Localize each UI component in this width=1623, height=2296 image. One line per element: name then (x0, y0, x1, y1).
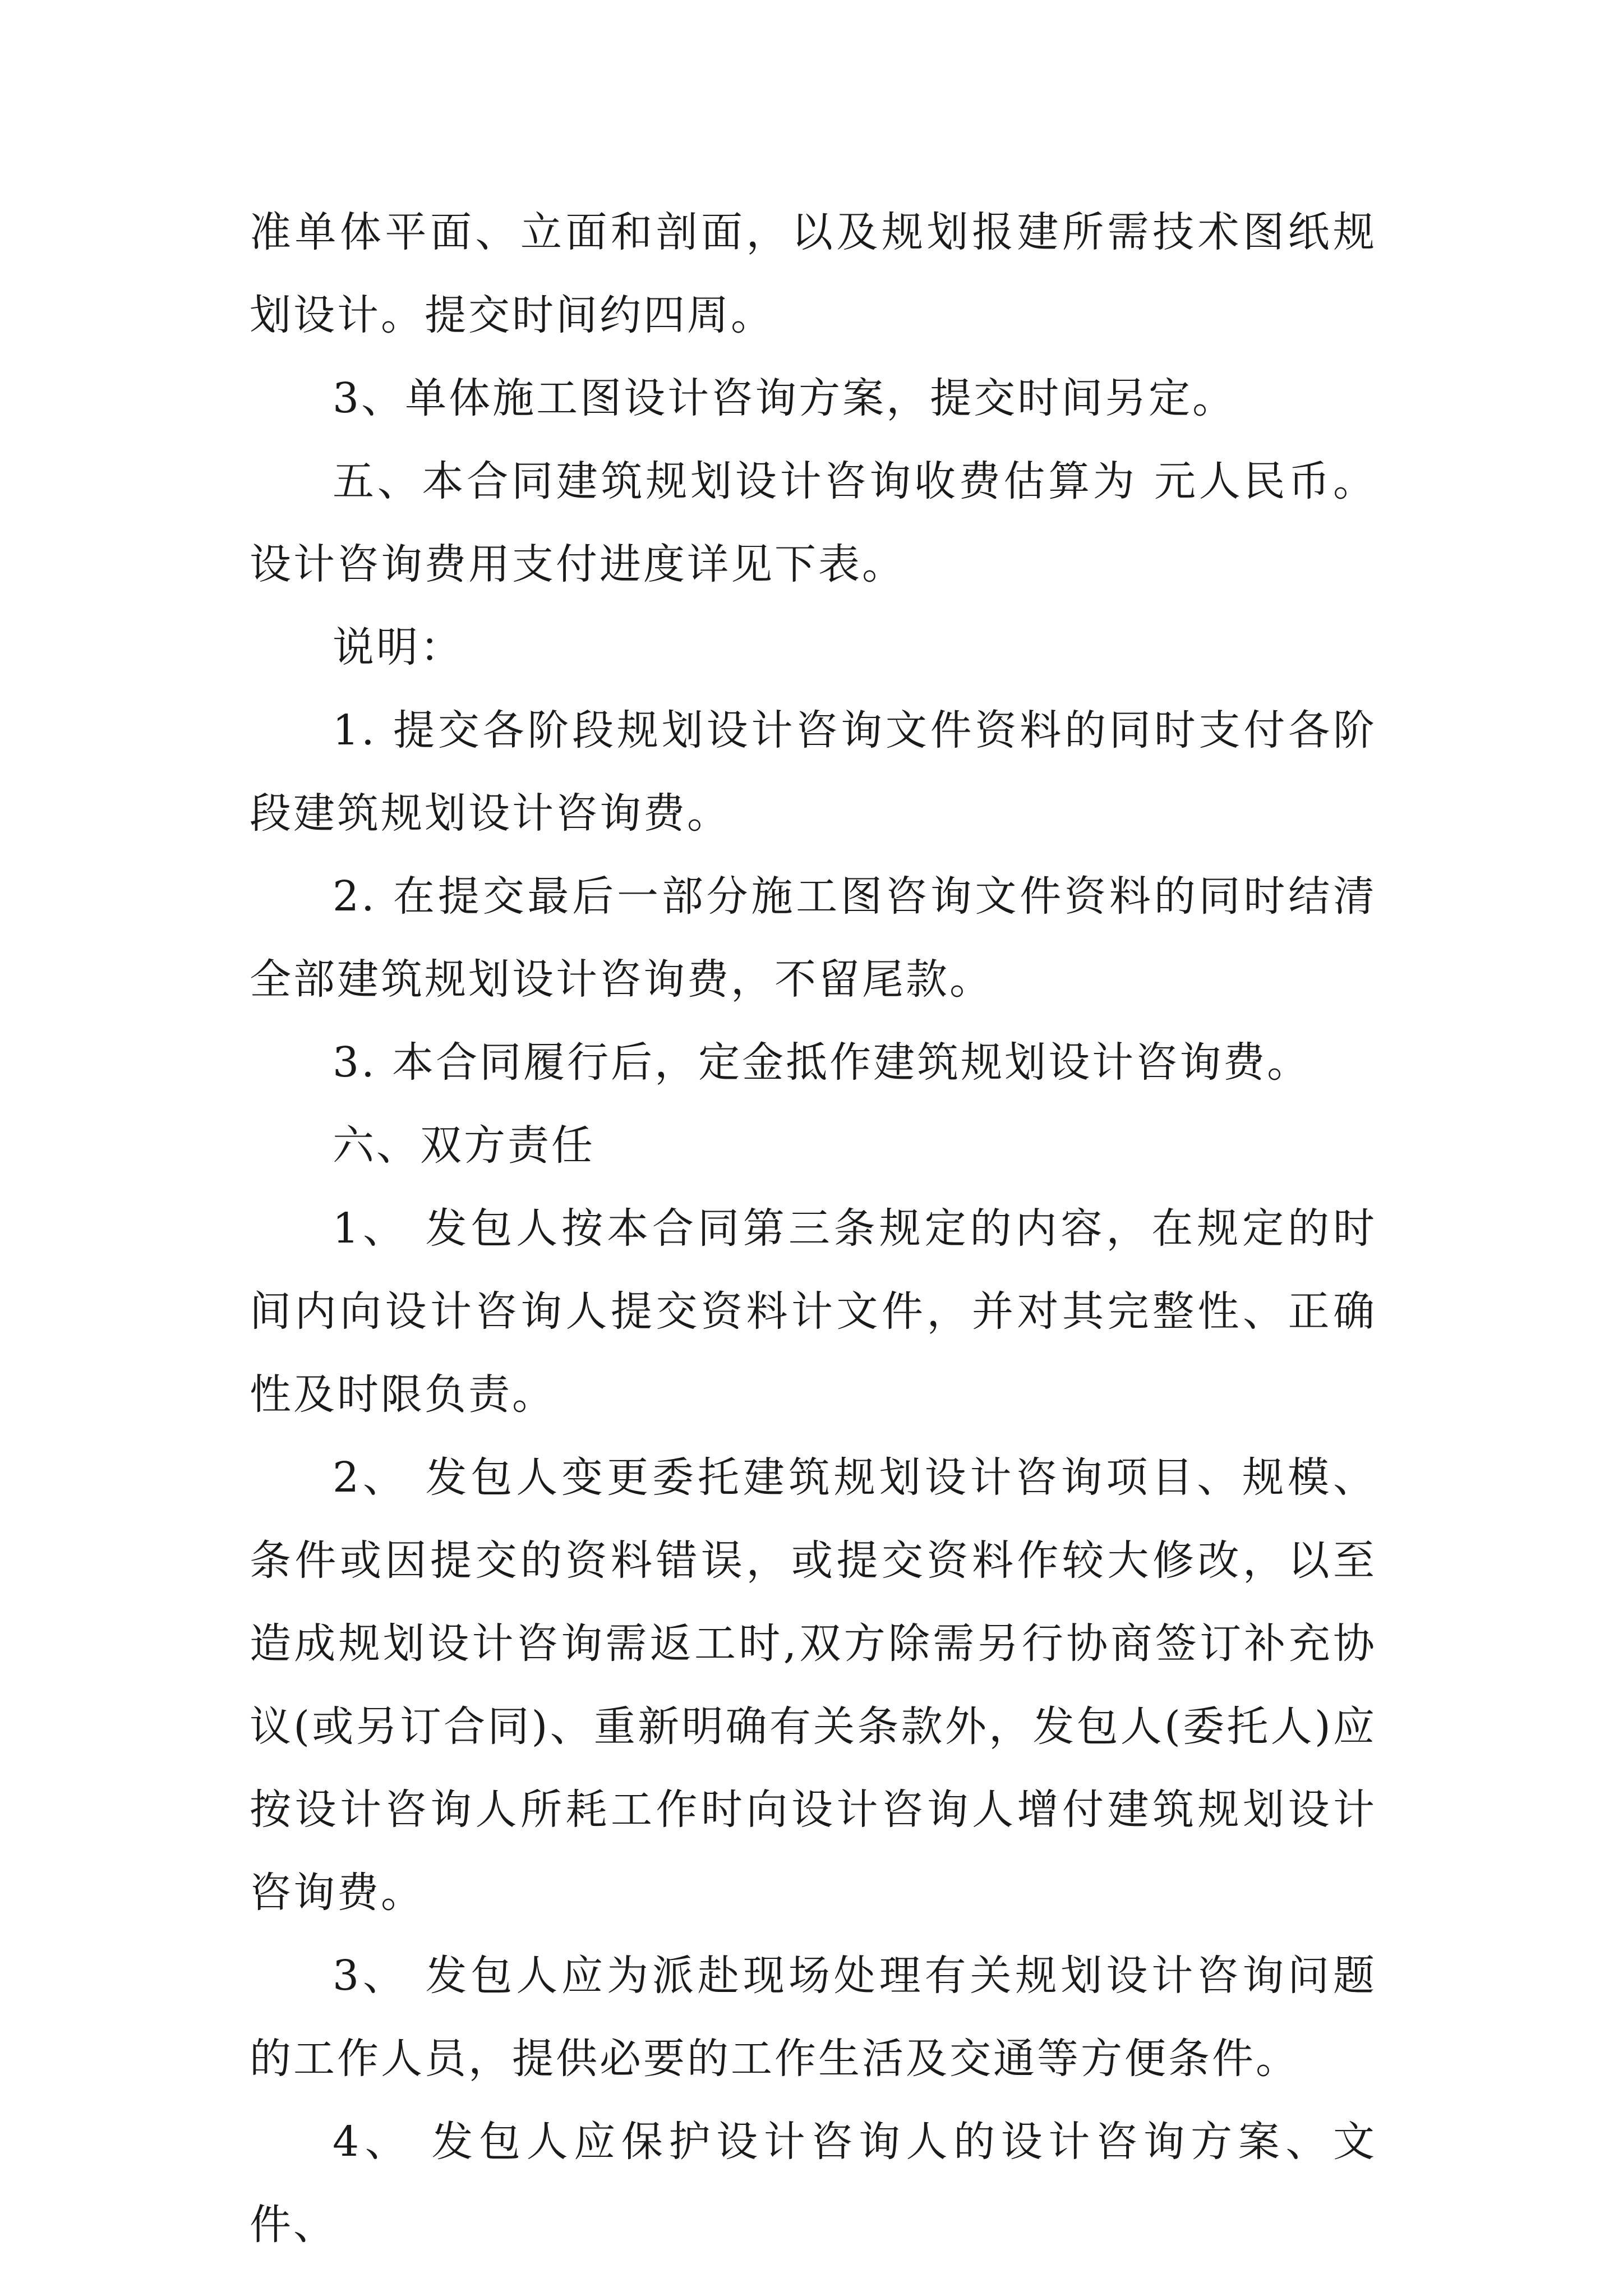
paragraph-responsibility-4: 4、 发包人应保护设计咨询人的设计咨询方案、文件、 (250, 2118, 1377, 2249)
paragraph-responsibility-3: 3、 发包人应为派赴现场处理有关规划设计咨询问题的工作人员，提供必要的工作生活及交通等方便条件。 (250, 1952, 1377, 2083)
document-body (250, 191, 1377, 2266)
paragraph-section-6-heading: 六、双方责任 (333, 1121, 595, 1170)
paragraph-note-heading: 说明： (333, 623, 464, 671)
paragraph-note-1: 1. 提交各阶段规划设计咨询文件资料的同时支付各阶段建筑规划设计咨询费。 (250, 706, 1377, 838)
paragraph-note-2: 2. 在提交最后一部分施工图咨询文件资料的同时结清全部建筑规划设计咨询费，不留尾款。 (250, 872, 1377, 1004)
paragraph-continuation: 准单体平面、立面和剖面，以及规划报建所需技术图纸规划设计。提交时间约四周。 (250, 208, 1377, 339)
paragraph-section-5-fee: 五、本合同建筑规划设计咨询收费估算为 元人民币。设计咨询费用支付进度详见下表。 (250, 457, 1377, 588)
paragraph-note-3: 3. 本合同履行后，定金抵作建筑规划设计咨询费。 (333, 1038, 1311, 1087)
paragraph-responsibility-1: 1、 发包人按本合同第三条规定的内容，在规定的时间内向设计咨询人提交资料计文件，并对其完整性、正确性及时限负责。 (250, 1204, 1377, 1419)
paragraph-item-3-construction-drawing: 3、单体施工图设计咨询方案，提交时间另定。 (333, 374, 1237, 422)
paragraph-responsibility-2: 2、 发包人变更委托建筑规划设计咨询项目、规模、条件或因提交的资料错误，或提交资料作较大修改，以至造成规划设计咨询需返工时,双方除需另行协商签订补充协议(或另订合同)、重新明确有关条款外，发包人(委托人)应按设计咨询人所耗工作时向设计咨询人增付建筑规划设计咨询费。 (250, 1453, 1377, 1917)
